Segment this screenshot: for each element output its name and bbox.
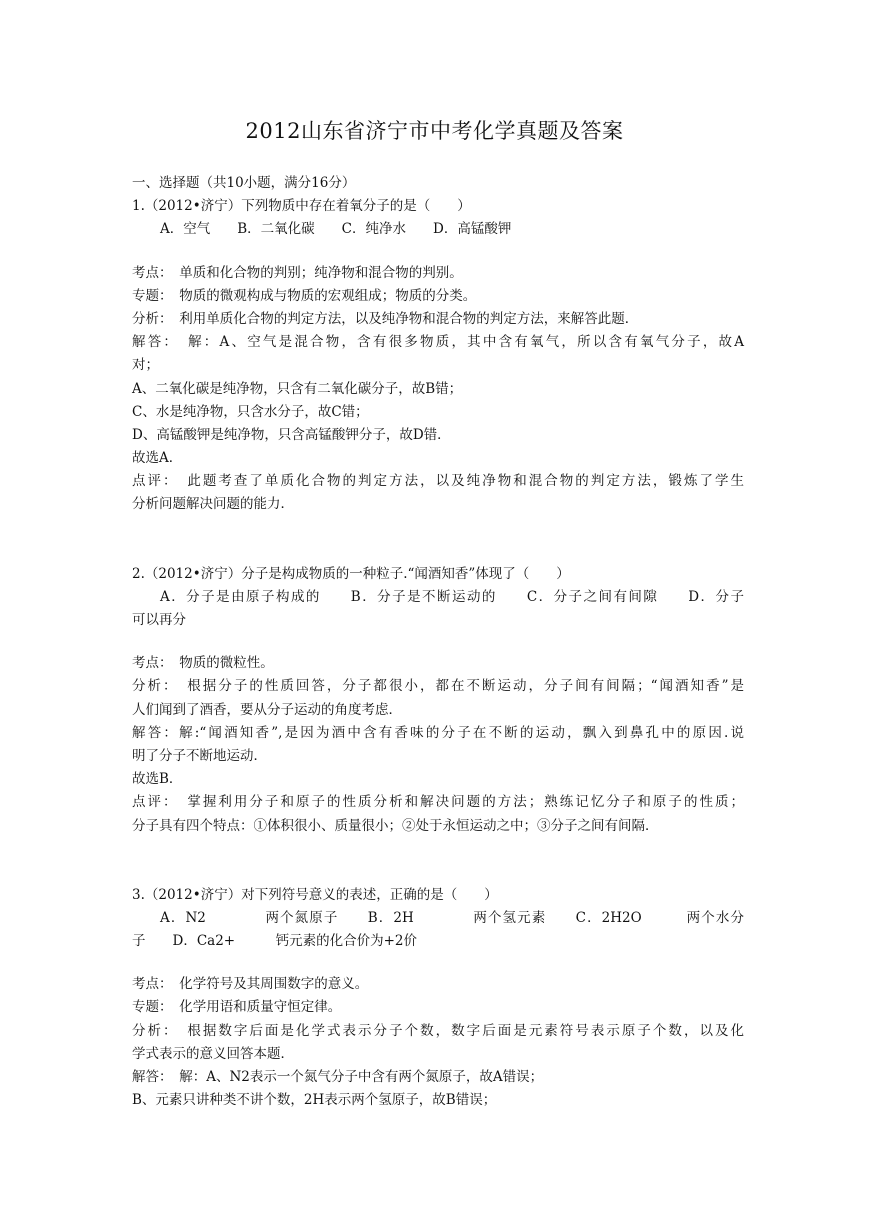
q1-jieda-line3: A、二氧化碳是纯净物，只含有二氧化碳分子，故B错； [132,380,463,397]
q2-fenxi-line2: 人们闻到了酒香，要从分子运动的角度考虑． [132,701,402,718]
q1-answer: 故选A． [132,450,183,467]
page-title: 2012山东省济宁市中考化学真题及答案 [245,119,624,143]
q2-dianping-line2: 分子具有四个特点：①体积很小、质量很小；②处于永恒运动之中；③分子之间有间隔． [132,817,659,834]
q1-jieda-line1: 解答： 解：A、空气是混合物，含有很多物质，其中含有氧气，所以含有氧气分子，故A [132,334,744,351]
q2-dianping-line1: 点评： 掌握利用分子和原子的性质分析和解决问题的方法；熟练记忆分子和原子的性质； [132,794,744,811]
section-heading: 一、选择题（共10小题，满分16分） [132,175,356,191]
q3-options-line2: 子 D．Ca2+ 钙元素的化合价为+2价 [132,933,418,950]
q2-question: 2.（2012•济宁）分子是构成物质的一种粒子.“闻酒知香”体现了（ ） [132,565,570,582]
q3-fenxi-line1: 分析： 根据数字后面是化学式表示分子个数，数字后面是元素符号表示原子个数，以及化 [132,1022,744,1039]
q2-options-line2: 可以再分 [132,612,186,628]
q2-options-line1: A．分子是由原子构成的 B．分子是不断运动的 C．分子之间有间隙 D．分子 [160,588,744,605]
q1-fenxi: 分析： 利用单质化合物的判定方法，以及纯净物和混合物的判定方法，来解答此题． [132,310,639,327]
q3-options-line1: A．N2 两个氮原子 B．2H 两个氢元素 C．2H2O 两个水分 [160,909,744,926]
q1-jieda-line4: C、水是纯净物，只含水分子，故C错； [132,403,369,420]
q1-dianping-line1: 点评： 此题考查了单质化合物的判定方法，以及纯净物和混合物的判定方法，锻炼了学生 [132,473,744,490]
q1-jieda-line5: D、高锰酸钾是纯净物，只含高锰酸钾分子，故D错． [132,426,451,443]
q3-fenxi-line2: 学式表示的意义回答本题． [132,1045,294,1062]
q3-zhuanti: 专题： 化学用语和质量守恒定律。 [132,999,342,1016]
q2-kaodian: 考点： 物质的微粒性。 [132,655,274,672]
q3-jieda-line2: B、元素只讲种类不讲个数，2H表示两个氢原子，故B错误； [132,1092,497,1109]
q1-question: 1.（2012•济宁）下列物质中存在着氧分子的是（ ） [132,198,471,215]
q1-dianping-line2: 分析问题解决问题的能力． [132,496,294,513]
q2-fenxi-line1: 分析： 根据分子的性质回答，分子都很小，都在不断运动，分子间有间隔；“闻酒知香”是 [132,678,744,695]
q2-jieda-line1: 解答：解:“闻酒知香”,是因为酒中含有香味的分子在不断的运动，飘入到鼻孔中的原因.说 [132,724,744,741]
q2-answer: 故选B． [132,771,183,788]
document-body [132,172,744,1112]
q1-options: A．空气 B．二氧化碳 C．纯净水 D．高锰酸钾 [160,221,512,238]
q3-kaodian: 考点： 化学符号及其周围数字的意义。 [132,976,369,993]
q1-zhuanti: 专题： 物质的微观构成与物质的宏观组成；物质的分类。 [132,287,477,304]
q2-jieda-line2: 明了分子不断地运动． [132,747,267,764]
q3-question: 3.（2012•济宁）对下列符号意义的表述，正确的是（ ） [132,886,498,903]
q3-jieda-line1: 解答： 解：A、N2表示一个氮气分子中含有两个氮原子，故A错误； [132,1069,544,1085]
q1-kaodian: 考点： 单质和化合物的判别；纯净物和混合物的判别。 [132,264,463,281]
q1-jieda-line2: 对； [132,357,159,374]
